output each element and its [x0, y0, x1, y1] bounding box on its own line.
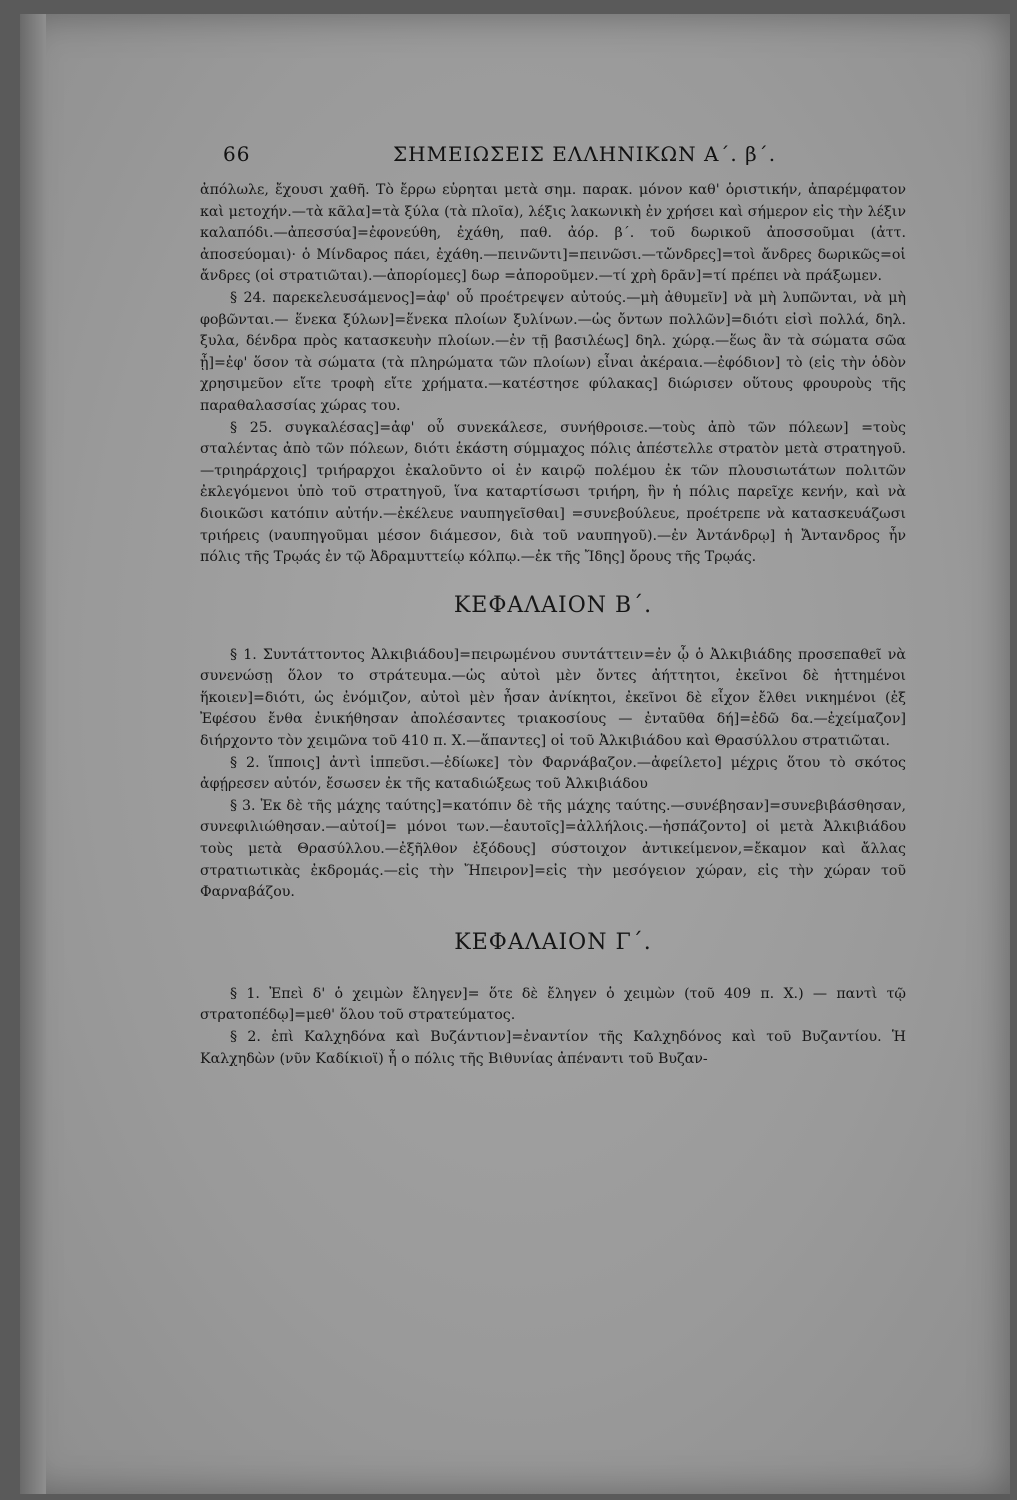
commentary-paragraph-24: § 24. παρεκελευσάμενος]=ἀφ' οὗ προέτρεψεν αὐτούς.—μὴ ἀθυμεῖν] νὰ μὴ λυπῶνται, νὰ μὴ φοβῶνται.— ἕνεκα ξύλων]=ἕνεκα πλοίων ξυλίνων.—ὡς ὄντων πολλῶν]=διότι εἰσὶ πολλά, δηλ. ξυλα, δένδρα πρὸς κατασκευὴν πλοίων.—ἐν τῇ βασιλέως] δηλ. χώρᾳ.—ἕως ἂν τὰ σώματα σῶα ᾖ]=ἐφ' ὅσον τὰ σώματα (τὰ πληρώματα τῶν πλοίων) εἶναι ἀκέραια.—ἐφόδιον] τὸ (εἰς τὴν ὁδὸν χρησιμεῦον εἴτε τροφὴ εἴτε χρήματα.—κατέστησε φύλακας] διώρισεν οὕτους φρουροὺς τῆς παραθαλασσίας χώρας του. [200, 289, 906, 414]
commentary-paragraph-25: § 25. συγκαλέσας]=ἀφ' οὗ συνεκάλεσε, συνήθροισε.—τοὺς ἀπὸ τῶν πόλεων] =τοὺς σταλέντας ἀπὸ τῶν πόλεων, διότι ἑκάστη σύμμαχος πόλις ἀπέστελλε στρατὸν μετὰ στρατηγοῦ.—τριηράρχοις] τριήραρχοι ἐκαλοῦντο οἱ ἐν καιρῷ πολέμου ἐκ τῶν πλουσιωτάτων πολιτῶν ἐκλεγόμενοι ὑπὸ τοῦ στρατηγοῦ, ἵνα καταρτίσωσι τριήρη, ἣν ἡ πόλις παρεῖχε κενήν, καὶ νὰ διοικῶσι κατόπιν αὐτήν.—ἐκέλευε ναυπηγεῖσθαι] =συνεβούλευε, προέτρεπε νὰ κατασκευάζωσι τριήρεις (ναυπηγοῦμαι μέσον διάμεσον, διὰ τοῦ ναυπηγοῦ).—ἐν Ἀντάνδρῳ] ἡ Ἄντανδρος ἦν πόλις τῆς Τρῳάς ἐν τῷ Ἀδραμυττείῳ κόλπῳ.—ἐκ τῆς Ἴδης] ὄρους τῆς Τρῳάς. [200, 419, 906, 566]
page-header [223, 142, 943, 172]
chapter-b-paragraph-1: § 1. Συντάττοντος Ἀλκιβιάδου]=πειρωμένου συντάττειν=ἐν ᾧ ὁ Ἀλκιβιάδης προσεπαθεῖ νὰ συνενώσῃ ὅλον το στράτευμα.—ὡς αὐτοὶ μὲν ὄντες ἀήττητοι, ἐκεῖνοι δὲ ἡττημένοι ἥκοιεν]=διότι, ὡς ἐνόμιζον, αὐτοὶ μὲν ἦσαν ἀνίκητοι, ἐκεῖνοι δὲ εἶχον ἔλθει νικημένοι (ἐξ Ἐφέσου ἔνθα ἐνικήθησαν ἀπολέσαντες τριακοσίους — ἐνταῦθα δή]=ἐδῶ δα.—ἐχείμαζον] διήρχοντο τὸν χειμῶνα τοῦ 410 π. Χ.—ἅπαντες] οἱ τοῦ Ἀλκιβιάδου καὶ Θρασύλλου στρατιῶται. [200, 646, 906, 750]
chapter-heading-b: ΚΕΦΑΛΑΙΟΝ Β΄. [453, 592, 653, 618]
running-title: ΣΗΜΕΙΩΣΕΙΣ ΕΛΛΗΝΙΚΩΝ Α΄. β΄. [393, 142, 777, 166]
chapter-b-paragraph-3: § 3. Ἐκ δὲ τῆς μάχης ταύτης]=κατόπιν δὲ τῆς μάχης ταύτης.—συνέβησαν]=συνεβιβάσθησαν, συνεφιλιώθησαν.—αὐτοί]= μόνοι των.—ἑαυτοῖς]=ἀλλήλοις.—ἠσπάζοντο] οἱ μετὰ Ἀλκιβιάδου τοὺς μετὰ Θρασύλλου.—ἐξῆλθον ἐξόδους] σύστοιχον ἀντικείμενον,=ἔκαμον καὶ ἄλλας στρατιωτικὰς ἐκδρομάς.—εἰς τὴν Ἤπειρον]=εἰς τὴν μεσόγειον χώραν, εἰς τὴν χώραν τοῦ Φαρναβάζου. [200, 797, 906, 901]
chapter-g-paragraph-2: § 2. ἐπὶ Καλχηδόνα καὶ Βυζάντιον]=ἐναντίον τῆς Καλχηδόνος καὶ τοῦ Βυζαντίου. Ἡ Καλχηδὼν (νῦν Καδίκιοϊ) ἦ ο πόλις τῆς Βιθυνίας ἀπέναντι τοῦ Βυζαν- [200, 1029, 906, 1067]
page-binding-edge [20, 14, 46, 1494]
chapter-b-paragraph-2: § 2. ἵπποις] ἀντὶ ἱππεῦσι.—ἐδίωκε] τὸν Φαρνάβαζον.—ἀφείλετο] μέχρις ὅτου τὸ σκότος ἀφῄρεσεν αὐτόν, ἔσωσεν ἐκ τῆς καταδιώξεως τοῦ Ἀλκιβιάδου [200, 754, 906, 793]
page-number: 66 [223, 142, 251, 166]
page-body [200, 180, 906, 1070]
chapter-heading-g: ΚΕΦΑΛΑΙΟΝ Γ΄. [454, 929, 652, 955]
chapter-g-paragraph-1: § 1. Ἐπεὶ δ' ὁ χειμὼν ἔληγεν]= ὅτε δὲ ἔληγεν ὁ χειμὼν (τοῦ 409 π. Χ.) — παντὶ τῷ στρατοπέδῳ]=μεθ' ὅλου τοῦ στρατεύματος. [200, 985, 906, 1024]
commentary-paragraph: ἀπόλωλε, ἔχουσι χαθῆ. Τὸ ἔρρω εὑρηται μετὰ σημ. παρακ. μόνον καθ' ὁριστικήν, ἀπαρέμφατον καὶ μετοχήν.—τὰ κᾶλα]=τὰ ξύλα (τὰ πλοῖα), λέξις λακωνικὴ ἐν χρήσει καὶ σήμερον εἰς τὴν λέξιν καλαπόδι.—ἀπεσσύα]=ἐφονεύθη, ἐχάθη, παθ. ἀόρ. β΄. τοῦ δωρικοῦ ἀποσσοῦμαι (ἀττ. ἀποσεύομαι)· ὁ Μίνδαρος πάει, ἐχάθη.—πεινῶντι]=πεινῶσι.—τὤνδρες]=τοὶ ἄνδρες δωρικῶς=οἱ ἄνδρες (οἱ στρατιῶται).—ἀπορίομες] δωρ =ἀποροῦμεν.—τί χρὴ δρᾶν]=τί πρέπει νὰ πράξωμεν. [200, 182, 906, 285]
